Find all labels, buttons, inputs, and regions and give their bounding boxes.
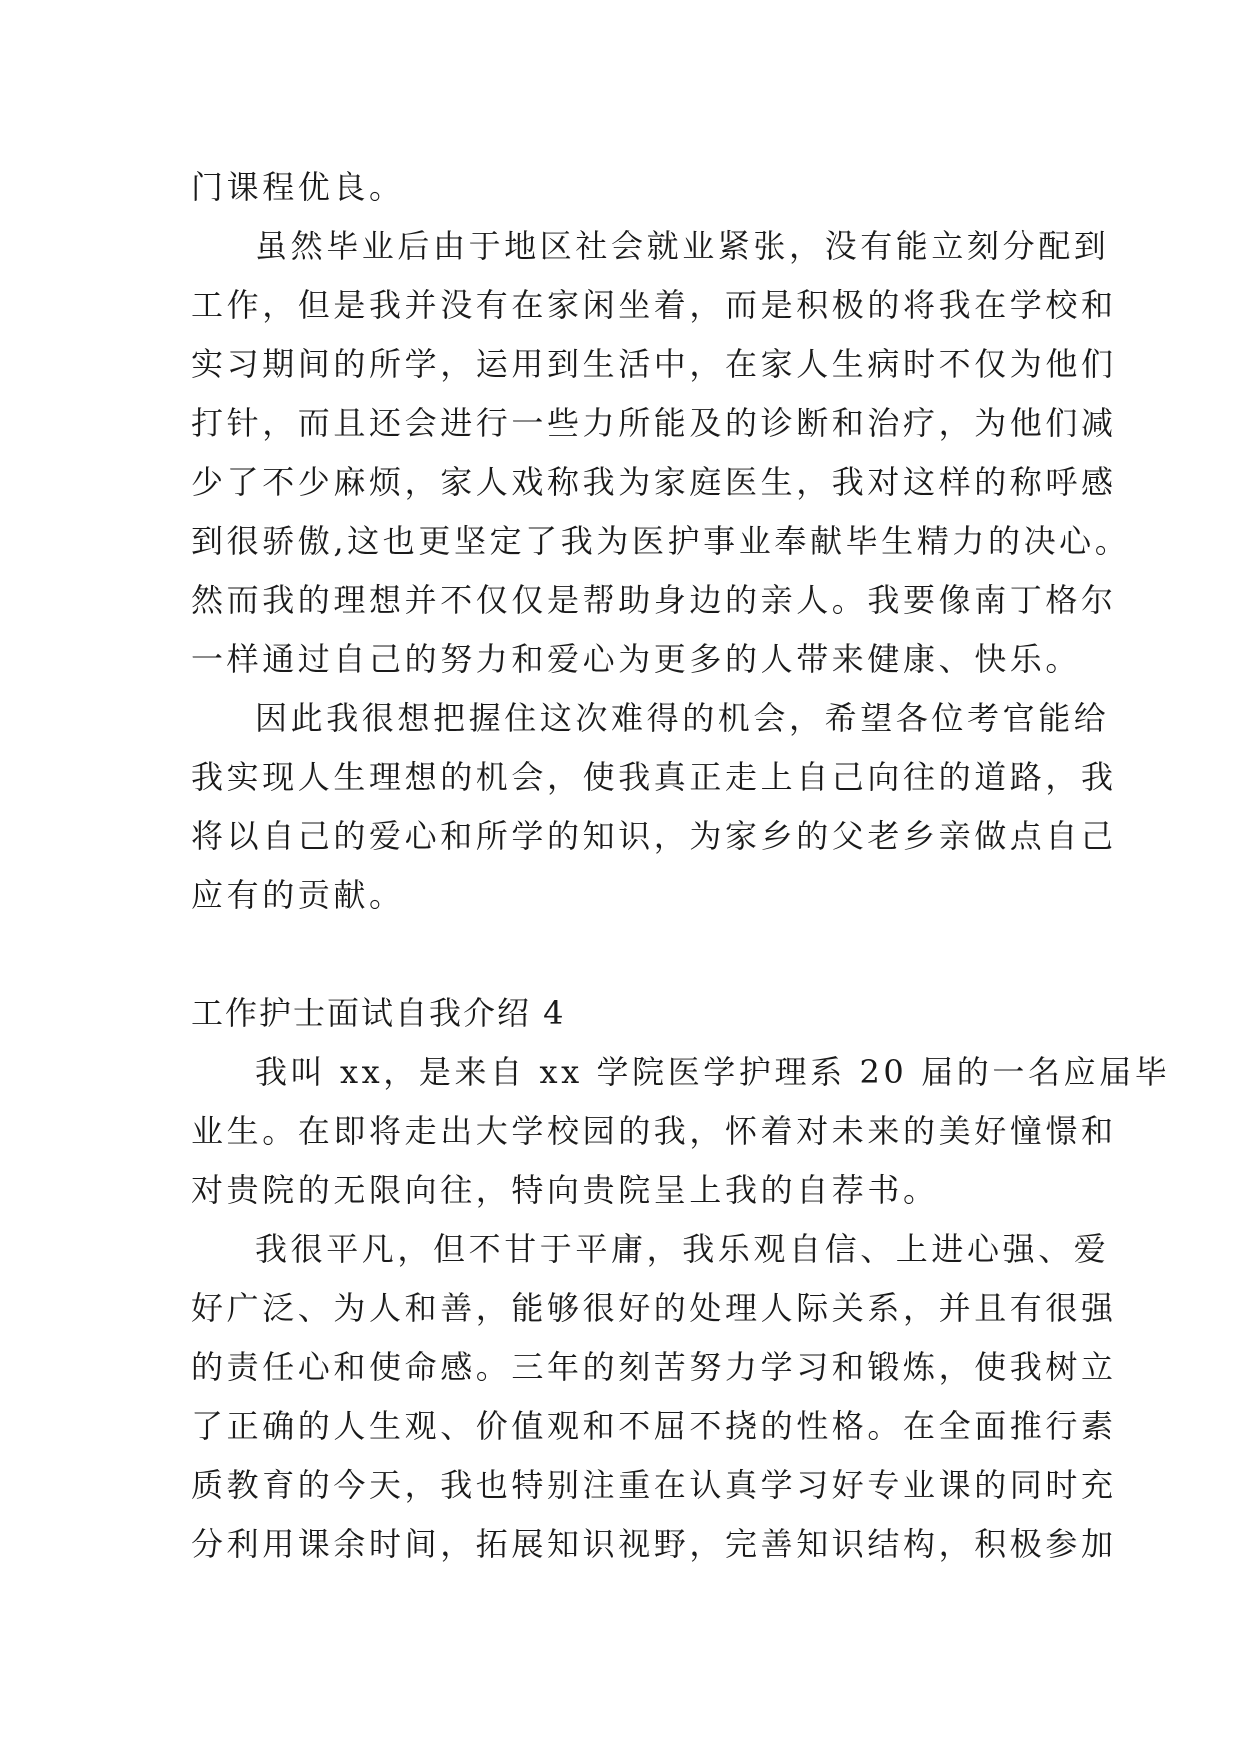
text-line: 将以自己的爱心和所学的知识，为家乡的父老乡亲做点自己 [191, 817, 1117, 855]
text-line: 我很平凡，但不甘于平庸，我乐观自信、上进心强、爱 [255, 1230, 1110, 1268]
text-line: 应有的贡献。 [191, 876, 405, 914]
text-line: 质教育的今天，我也特别注重在认真学习好专业课的同时充 [191, 1466, 1117, 1504]
paragraph [191, 158, 1051, 217]
paragraph [191, 217, 1131, 689]
blank-line [191, 925, 1051, 984]
text-line: 实习期间的所学，运用到生活中，在家人生病时不仅为他们 [191, 345, 1117, 383]
text-line: 的责任心和使命感。三年的刻苦努力学习和锻炼，使我树立 [191, 1348, 1117, 1386]
paragraph [191, 1043, 1171, 1220]
text-line: 到很骄傲,这也更坚定了我为医护事业奉献毕生精力的决心。 [191, 522, 1131, 560]
text-line: 好广泛、为人和善，能够很好的处理人际关系，并且有很强 [191, 1289, 1117, 1327]
paragraph [191, 1220, 1117, 1574]
text-line: 虽然毕业后由于地区社会就业紧张，没有能立刻分配到 [255, 227, 1110, 265]
text-line: 打针，而且还会进行一些力所能及的诊断和治疗，为他们减 [191, 404, 1117, 442]
text-line: 业生。在即将走出大学校园的我，怀着对未来的美好憧憬和 [191, 1112, 1117, 1150]
text-line: 对贵院的无限向往，特向贵院呈上我的自荐书。 [191, 1171, 939, 1209]
text-line: 一样通过自己的努力和爱心为更多的人带来健康、快乐。 [191, 640, 1082, 678]
text-line: 我叫 xx，是来自 xx 学院医学护理系 20 届的一名应届毕 [255, 1053, 1171, 1091]
text-line: 少了不少麻烦，家人戏称我为家庭医生，我对这样的称呼感 [191, 463, 1117, 501]
text-line: 门课程优良。 [191, 168, 405, 206]
text-line: 了正确的人生观、价值观和不屈不挠的性格。在全面推行素 [191, 1407, 1117, 1445]
text-line: 然而我的理想并不仅仅是帮助身边的亲人。我要像南丁格尔 [191, 581, 1117, 619]
text-line: 分利用课余时间，拓展知识视野，完善知识结构，积极参加 [191, 1525, 1117, 1563]
text-line: 因此我很想把握住这次难得的机会，希望各位考官能给 [255, 699, 1110, 737]
paragraph [191, 689, 1117, 925]
document-body [191, 158, 1171, 1574]
section-heading: 工作护士面试自我介绍 4 [191, 994, 566, 1032]
text-line: 工作，但是我并没有在家闲坐着，而是积极的将我在学校和 [191, 286, 1117, 324]
text-line: 我实现人生理想的机会，使我真正走上自己向往的道路，我 [191, 758, 1117, 796]
